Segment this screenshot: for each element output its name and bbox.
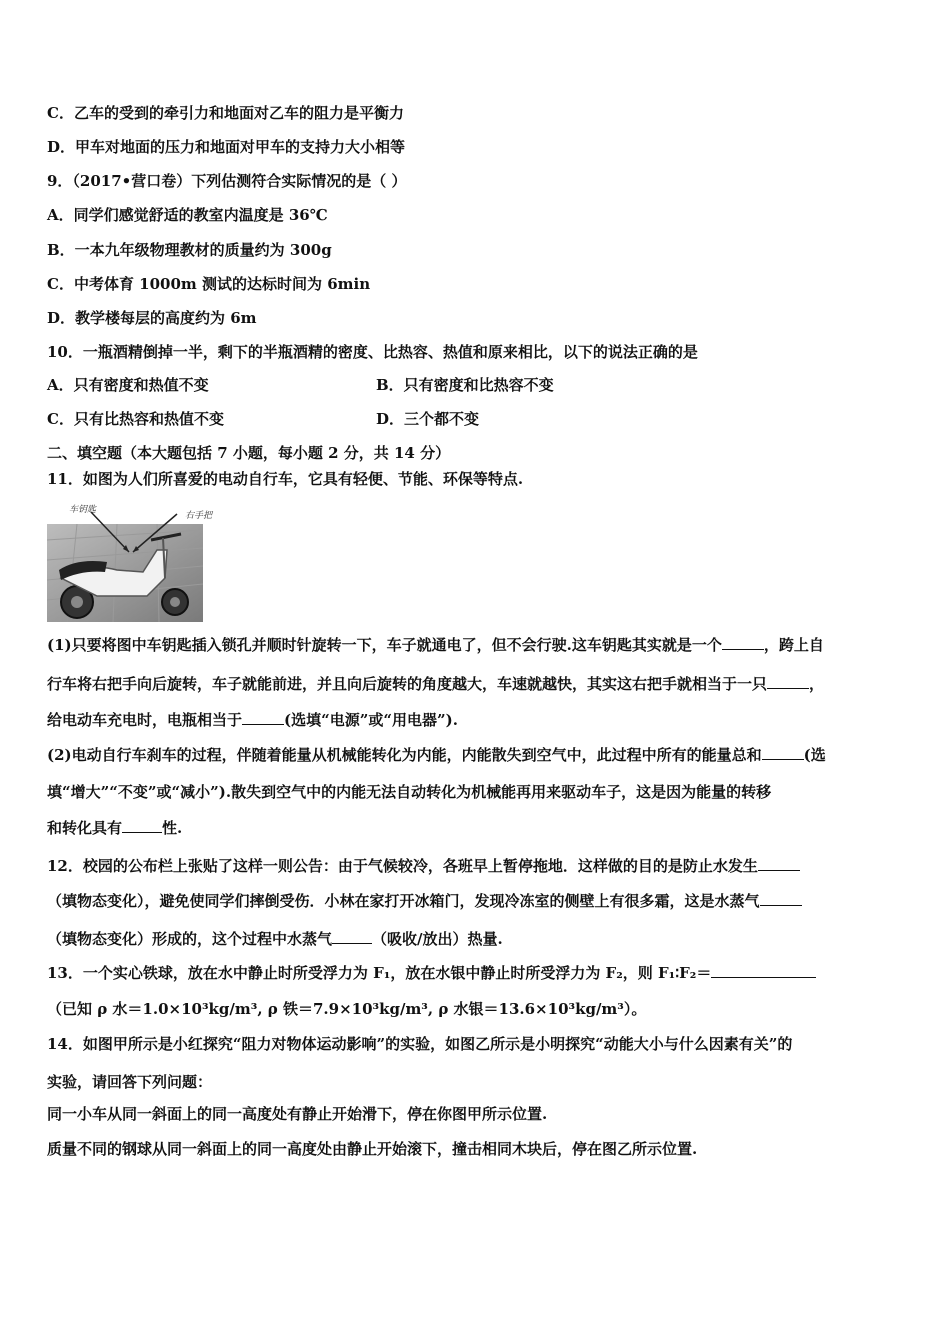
answer-blank[interactable] (762, 745, 804, 760)
question-13-line1: 13．一个实心铁球，放在水中静止时所受浮力为 F₁，放在水银中静止时所受浮力为 F₂，则 F₁∶F₂＝ (47, 963, 816, 983)
answer-blank[interactable] (332, 929, 372, 944)
q11-part1-line2: 行车将右把手向后旋转，车子就能前进，并且向后旋转的角度越大，车速就越快，其实这右把手就相当于一只 ， (47, 675, 825, 693)
answer-blank[interactable] (122, 818, 162, 833)
answer-blank[interactable] (760, 891, 802, 906)
label-key: 车钥匙 (69, 505, 97, 515)
option-c-q8: C．乙车的受到的牵引力和地面对乙车的阻力是平衡力 (47, 104, 404, 122)
option-c-q9: C．中考体育 1000m 测试的达标时间为 6min (47, 275, 371, 293)
q11-part2-line3: 和转化具有 性. (47, 819, 183, 837)
option-b-q10: B．只有密度和比热容不变 (376, 376, 554, 394)
answer-blank[interactable] (711, 963, 816, 978)
question-14-line3: 同一小车从同一斜面上的同一高度处有静止开始滑下，停在你图甲所示位置. (47, 1105, 548, 1123)
option-d-q9: D．教学楼每层的高度约为 6m (47, 309, 257, 327)
option-a-q10: A．只有密度和热值不变 (47, 376, 209, 394)
question-13-line2: （已知 ρ 水＝1.0×10³kg/m³, ρ 铁＝7.9×10³kg/m³, ρ 水银＝13.6×10³kg/m³）。 (47, 1000, 647, 1018)
q11-part1-line3: 给电动车充电时，电瓶相当于 (选填“电源”或“用电器”). (47, 711, 458, 729)
option-a-q9: A．同学们感觉舒适的教室内温度是 36℃ (47, 206, 328, 224)
section-2-heading: 二、填空题（本大题包括 7 小题，每小题 2 分，共 14 分） (47, 444, 451, 462)
question-11: 11．如图为人们所喜爱的电动自行车，它具有轻便、节能、环保等特点. (47, 470, 524, 488)
q11-part2-line1: (2)电动自行车刹车的过程，伴随着能量从机械能转化为内能，内能散失到空气中，此过程中所有的能量总和 (选 (47, 746, 826, 764)
question-12-line1: 12．校园的公布栏上张贴了这样一则公告：由于气候较冷，各班早上暂停拖地．这样做的目的是防止水发生 (47, 856, 800, 876)
question-14-line1: 14．如图甲所示是小红探究“阻力对物体运动影响”的实验，如图乙所示是小明探究“动能大小与什么因素有关”的 (47, 1035, 793, 1053)
answer-blank[interactable] (758, 856, 800, 871)
question-12-line3: （填物态变化）形成的，这个过程中水蒸气 （吸收/放出）热量. (47, 930, 503, 948)
question-10: 10．一瓶酒精倒掉一半，剩下的半瓶酒精的密度、比热容、热值和原来相比，以下的说法正确的是 (47, 343, 698, 361)
question-14-line2: 实验，请回答下列问题： (47, 1073, 213, 1091)
q11-part2-line2: 填“增大”“不变”或“减小”).散失到空气中的内能无法自动转化为机械能再用来驱动车子，这是因为能量的转移 (47, 783, 772, 801)
q11-part1-line1: (1)只要将图中车钥匙插入锁孔并顺时针旋转一下，车子就通电了，但不会行驶.这车钥匙其实就是一个 ，跨上自 (47, 636, 824, 654)
label-handle: 右手把 (185, 511, 213, 521)
question-12-line2: （填物态变化），避免使同学们摔倒受伤．小林在家打开冰箱门，发现冷冻室的侧壁上有很多霜，这是水蒸气 (47, 891, 802, 911)
ebike-photo (47, 500, 213, 622)
option-c-q10: C．只有比热容和热值不变 (47, 410, 224, 428)
answer-blank[interactable] (722, 635, 764, 650)
question-14-line4: 质量不同的钢球从同一斜面上的同一高度处由静止开始滚下，撞击相同木块后，停在图乙所示位置. (47, 1140, 698, 1158)
question-9: 9．（2017•营口卷）下列估测符合实际情况的是（ ） (47, 172, 407, 190)
option-b-q9: B．一本九年级物理教材的质量约为 300g (47, 241, 332, 259)
answer-blank[interactable] (242, 710, 284, 725)
option-d-q10: D．三个都不变 (376, 410, 480, 428)
option-d-q8: D．甲车对地面的压力和地面对甲车的支持力大小相等 (47, 138, 406, 156)
answer-blank[interactable] (767, 674, 809, 689)
